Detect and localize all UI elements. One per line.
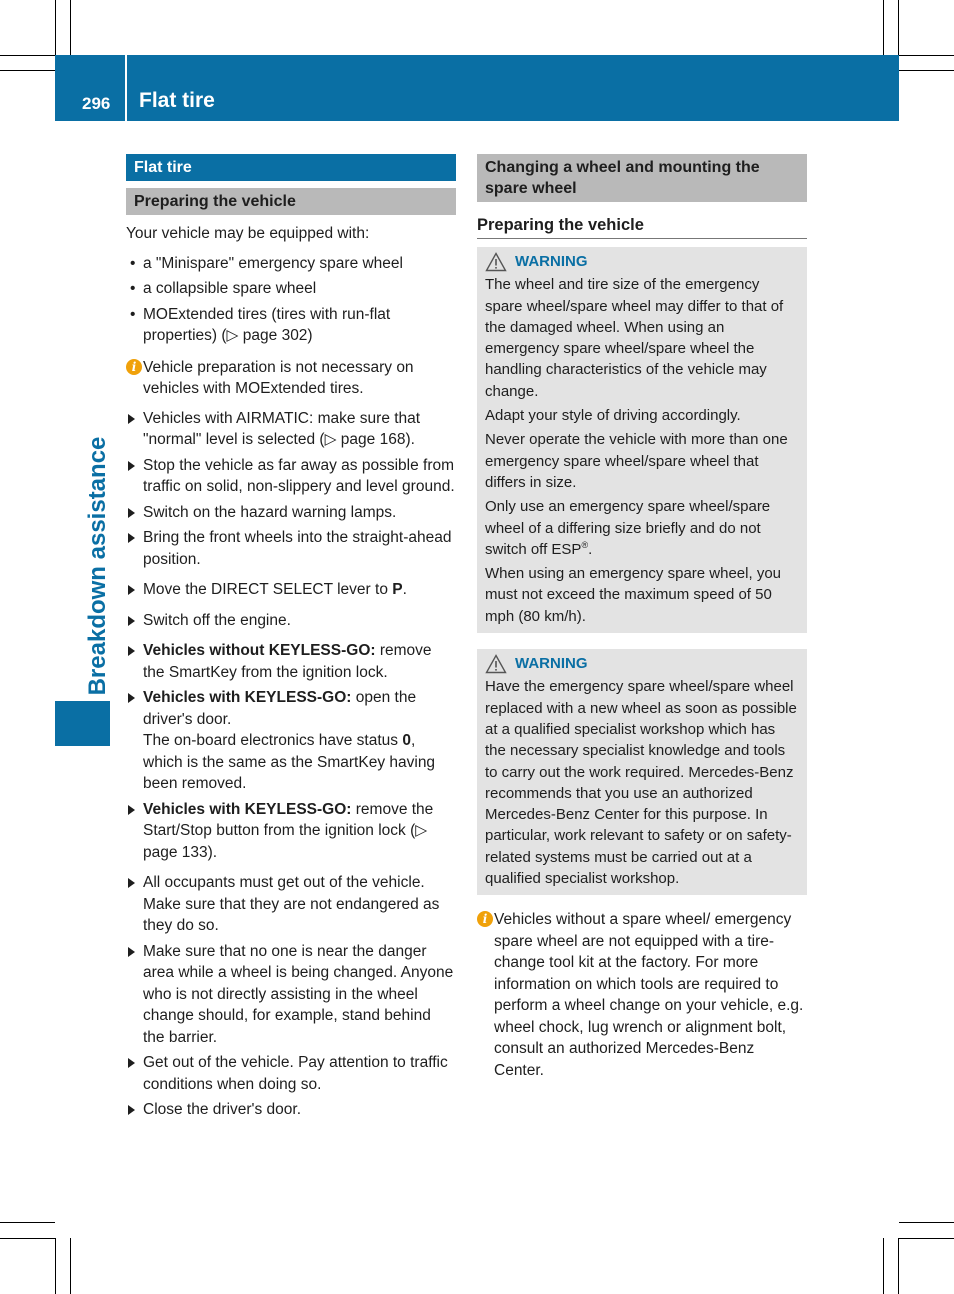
info-text: Vehicle preparation is not necessary on vehicles with MOExtended tires. (143, 358, 414, 397)
step-item: Switch off the engine. (126, 610, 456, 632)
warning-label: WARNING (515, 655, 588, 673)
arrow-icon (128, 461, 135, 471)
section-title: Changing a wheel and mounting the spare wheel (477, 154, 807, 202)
right-column (477, 154, 807, 1081)
warning-box (477, 649, 807, 895)
bullet-text: a collapsible spare wheel (143, 280, 317, 297)
warning-box (477, 247, 807, 633)
bullet-text: a "Minispare" emergency spare wheel (143, 254, 403, 272)
warning-paragraph: The wheel and tire size of the emergency spare wheel/spare wheel may differ to that of the damaged wheel. When using an emergency spare wheel/spare wheel the handling characteristics of the vehicle may change. (485, 276, 784, 400)
bullet-item: • a collapsible spare wheel (130, 280, 317, 297)
bullet-text: MOExtended tires (tires with run-flat properties) (▷ page 302) (143, 305, 391, 344)
step-item: Vehicles with AIRMATIC: make sure that "normal" level is selected (▷ page 168). (126, 408, 456, 451)
info-icon: i (126, 359, 142, 375)
info-icon: i (477, 911, 493, 927)
crop-mark (899, 1238, 954, 1239)
arrow-icon (128, 1058, 135, 1068)
crop-mark (883, 1238, 884, 1294)
chapter-tab (55, 701, 110, 746)
intro-text: Your vehicle may be equipped with: (126, 225, 370, 242)
crop-mark (0, 55, 55, 56)
warning-paragraph: Have the emergency spare wheel/spare wheel replaced with a new wheel as soon as possible at a qualified specialist workshop which has the necessary specialist knowledge and tools to carry out the work required. Mercedes-Benz recommends that you use an authorized Mercedes-Benz Center for this purpose. In particular, work relevant to safety or on safety-related systems must be carried out at a qualified specialist workshop. (485, 678, 797, 888)
left-column (126, 154, 456, 1121)
warning-paragraph: When using an emergency spare wheel, you must not exceed the maximum speed of 50 mph (80 km/h). (485, 565, 782, 625)
crop-mark (0, 1238, 55, 1239)
crop-mark (0, 70, 55, 71)
crop-mark (898, 1238, 899, 1294)
step-item: Get out of the vehicle. Pay attention to traffic conditions when doing so. (126, 1052, 456, 1095)
arrow-icon (128, 947, 135, 957)
arrow-icon (128, 533, 135, 543)
step-item: Make sure that no one is near the danger area while a wheel is being changed. Anyone who is not directly assisting in the wheel change should, for example, stand behind the barrier. (126, 941, 456, 1049)
warning-paragraph: Adapt your style of driving accordingly. (485, 407, 741, 425)
info-text: Vehicles without a spare wheel/ emergency spare wheel are not equipped with a tire-change tool kit at the factory. For more information on which tools are required to perform a wheel change on your vehicle, e.g. wheel chock, lug wrench or alignment bolt, consult an authorized Mercedes-Benz Center. (494, 911, 804, 1079)
warning-triangle-icon (485, 654, 507, 674)
bullet-item: • MOExtended tires (tires with run-flat properties) (▷ page 302) (130, 305, 391, 344)
crop-mark (0, 1222, 55, 1223)
page-title: Flat tire (139, 89, 215, 112)
step-item: Vehicles with KEYLESS-GO: remove the Start/Stop button from the ignition lock (▷ page 133). (126, 799, 456, 864)
step-item: Bring the front wheels into the straight-ahead position. (126, 527, 456, 570)
warning-paragraph: Only use an emergency spare wheel/spare wheel of a differing size briefly and do not switch off ESP®. (485, 498, 771, 558)
step-item: Stop the vehicle as far away as possible from traffic on solid, non-slippery and level ground. (126, 455, 456, 498)
arrow-icon (128, 508, 135, 518)
step-item: Close the driver's door. (126, 1099, 456, 1121)
arrow-icon (128, 878, 135, 888)
arrow-icon (128, 1105, 135, 1115)
bullet-item: • a "Minispare" emergency spare wheel (130, 254, 403, 272)
crop-mark (70, 0, 71, 55)
arrow-icon (128, 585, 135, 595)
crop-mark (70, 1238, 71, 1294)
crop-mark (55, 0, 56, 55)
arrow-icon (128, 805, 135, 815)
arrow-icon (128, 414, 135, 424)
step-item: All occupants must get out of the vehicle. Make sure that they are not endangered as they do so. (126, 872, 456, 937)
info-note (477, 909, 807, 1081)
warning-header (485, 251, 799, 272)
header-separator (125, 55, 127, 121)
section-title: Flat tire (126, 154, 456, 181)
warning-header (485, 653, 799, 674)
chapter-side-label: Breakdown assistance (84, 436, 111, 696)
sub-heading: Preparing the vehicle (477, 214, 807, 239)
arrow-icon (128, 646, 135, 656)
warning-paragraph: Never operate the vehicle with more than one emergency spare wheel/spare wheel that differs in size. (485, 431, 788, 491)
crop-mark (899, 70, 954, 71)
step-item: Vehicles with KEYLESS-GO: open the driver's door. The on-board electronics have status 0, which is the same as the SmartKey having been removed. (126, 687, 456, 795)
step-item: Vehicles without KEYLESS-GO: remove the SmartKey from the ignition lock. (126, 640, 456, 683)
crop-mark (55, 1238, 56, 1294)
crop-mark (898, 0, 899, 55)
crop-mark (899, 55, 954, 56)
crop-mark (899, 1222, 954, 1223)
subsection-title: Preparing the vehicle (126, 188, 456, 215)
arrow-icon (128, 693, 135, 703)
info-note (126, 357, 456, 400)
warning-triangle-icon (485, 252, 507, 272)
warning-label: WARNING (515, 253, 588, 270)
page-number: 296 (82, 94, 111, 113)
arrow-icon (128, 616, 135, 626)
crop-mark (883, 0, 884, 55)
step-item: Switch on the hazard warning lamps. (126, 502, 456, 524)
step-item: Move the DIRECT SELECT lever to P. (126, 579, 456, 601)
